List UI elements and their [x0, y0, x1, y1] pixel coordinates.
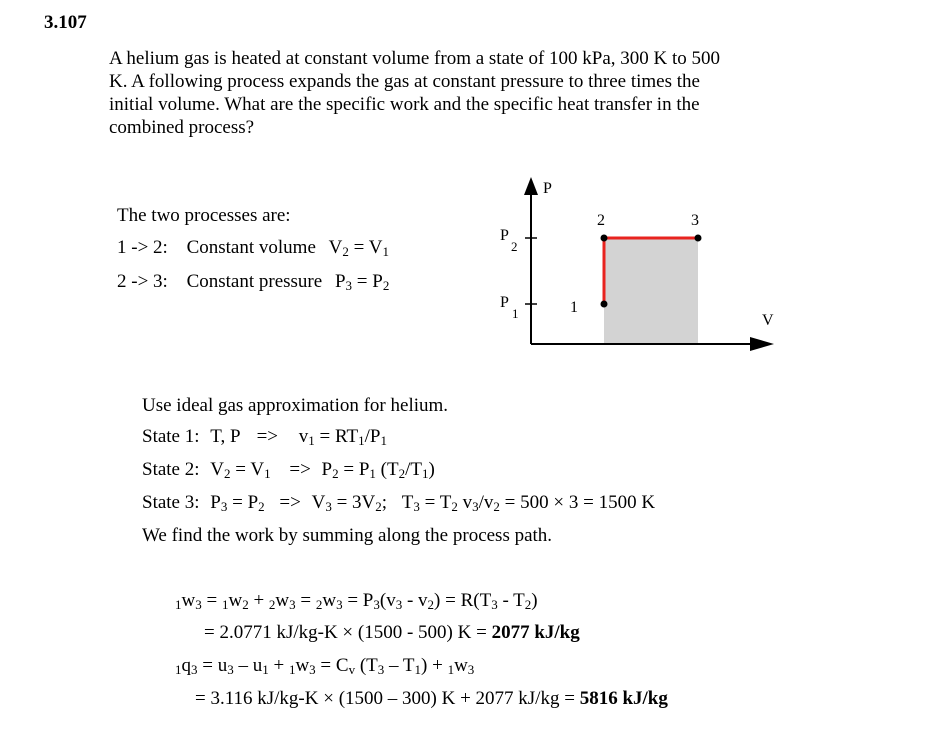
- state-3-label: 3: [691, 212, 699, 229]
- p-axis-arrow: [524, 177, 538, 195]
- processes-intro: The two processes are:: [117, 205, 291, 226]
- assumption: Use ideal gas approximation for helium.: [142, 395, 449, 416]
- state-1-point: [601, 301, 608, 308]
- problem-line: combined process?: [109, 117, 255, 138]
- work-equation: $_1w_3 = _1w_2 + _2w_3 = _2w_3 = P_3(v_3 - v_2) = R(T_3 - T_2)$: [175, 590, 538, 612]
- work-note: We find the work by summing along the process path.: [142, 525, 553, 546]
- v-axis-arrow: [750, 337, 774, 351]
- state-1-label: 1: [570, 299, 578, 316]
- state-3-line: State 3: $P_3 = P_2 => V_3 = 3V_2$; $T_3 = T_2$ $v_3/v_2 = 500 \times 3 = 1500$ K: [142, 492, 656, 514]
- problem-line: initial volume. What are the specific work and the specific heat transfer in the: [109, 94, 700, 115]
- process-type: Constant volume: [186, 237, 316, 258]
- p-axis-label: P: [543, 180, 552, 197]
- problem-line: A helium gas is heated at constant volume from a state of 100 kPa, 300 K to 500: [109, 48, 721, 69]
- heat-result-line: = 3.116 kJ/kg-K × (1500 – 300) K + 2077 kJ/kg = 5816 kJ/kg: [195, 688, 668, 709]
- state-1-line: State 1: T, $P => v_1 = RT_1/P_1$: [142, 426, 387, 448]
- p1-label: P: [500, 294, 509, 311]
- work-result: 2077 kJ/kg: [491, 622, 580, 643]
- process-type: Constant pressure: [186, 271, 323, 292]
- state-2-label: 2: [597, 212, 605, 229]
- process-equation: $P_3 = P_2$: [334, 271, 390, 293]
- state-2-point: [601, 235, 608, 242]
- state-3-point: [695, 235, 702, 242]
- process-label: 2 -> 3:: [117, 271, 168, 292]
- process-equation: $V_2 = V_1$: [328, 237, 389, 259]
- problem-number: 3.107: [44, 12, 87, 33]
- p2-subscript: 2: [511, 239, 518, 254]
- heat-equation: $_1q_3 = u_3 - u_1 + _1w_3 = C_v$ $(T_3 - T_1) + _1w_3$: [175, 655, 475, 677]
- work-result-line: = 2.0771 kJ/kg-K × (1500 - 500) K = 2077 kJ/kg: [204, 622, 580, 643]
- work-area: [604, 238, 698, 344]
- p1-subscript: 1: [512, 306, 519, 321]
- state-2-line: State 2: $V_2 = V_1 => P_2 = P_1$ $(T_2/T_1)$: [142, 459, 435, 481]
- heat-result: 5816 kJ/kg: [579, 688, 668, 709]
- problem-line: K. A following process expands the gas at constant pressure to three times the: [109, 71, 700, 92]
- p2-label: P: [500, 227, 509, 244]
- v-axis-label: V: [762, 312, 774, 329]
- process-label: 1 -> 2:: [117, 237, 168, 258]
